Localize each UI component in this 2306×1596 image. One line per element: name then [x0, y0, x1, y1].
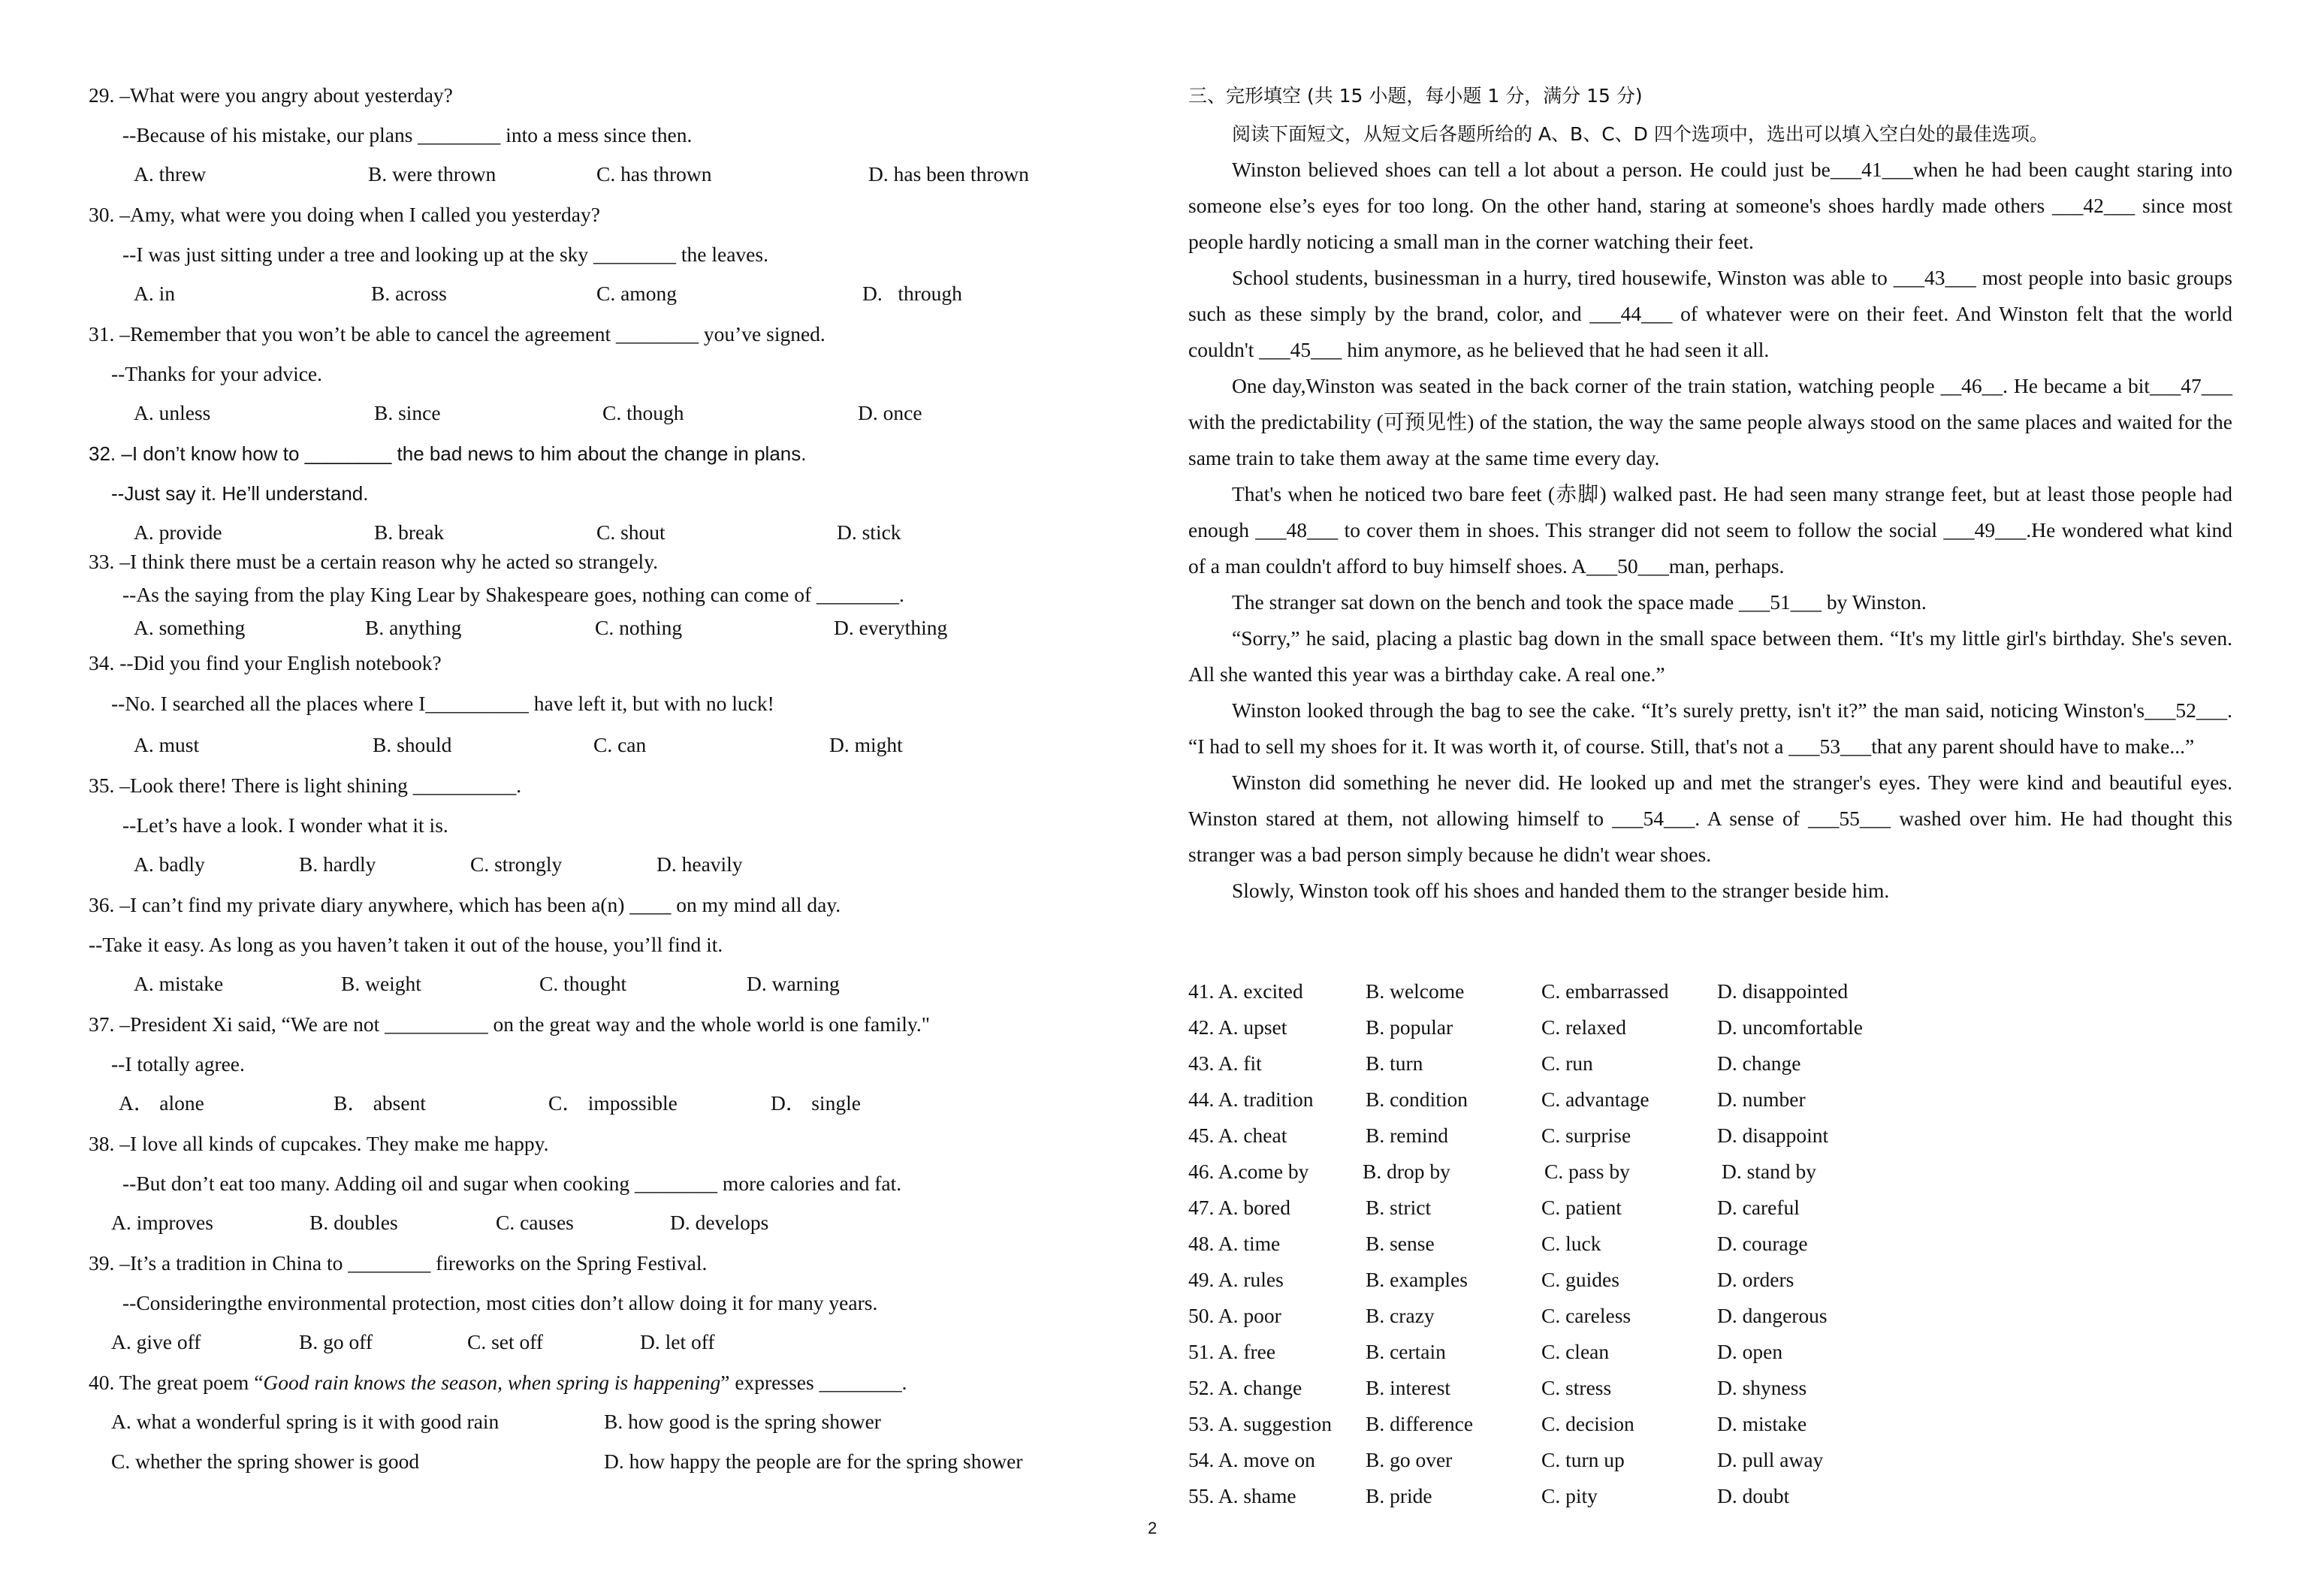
- options-row-1: [89, 1402, 1065, 1442]
- choice-d: D. disappointed: [1717, 979, 1849, 1003]
- option-b: B． absent: [334, 1091, 426, 1115]
- option-a: A. provide: [134, 520, 222, 544]
- choice-d: D. careful: [1717, 1196, 1800, 1219]
- option-c: C. can: [593, 733, 647, 756]
- option-b: B. go off: [299, 1330, 373, 1353]
- cloze-passage: [1188, 152, 2232, 909]
- choice-row: [1188, 1409, 1939, 1445]
- choice-row: [1188, 976, 1939, 1012]
- choice-c: C. pity: [1541, 1484, 1598, 1507]
- options: [89, 964, 1065, 1004]
- choice-c: C. relaxed: [1541, 1015, 1627, 1039]
- option-c: C. whether the spring shower is good: [111, 1450, 420, 1473]
- choice-a: 43. A. fit: [1188, 1051, 1262, 1075]
- choice-c: C. careless: [1541, 1304, 1631, 1327]
- question-40: [89, 1362, 1065, 1482]
- choice-c: C. guides: [1541, 1268, 1619, 1291]
- section-instruction: 阅读下面短文，从短文后各题所给的 A、B、C、D 四个选项中，选出可以填入空白处的最佳选项。: [1232, 123, 2048, 145]
- question-reply: --No. I searched all the places where I__________ have left it, but with no luck!: [111, 692, 774, 715]
- option-a: A. mistake: [134, 972, 224, 995]
- choice-d: D. stand by: [1722, 1160, 1817, 1183]
- choice-d: D. disappoint: [1717, 1124, 1829, 1147]
- choice-d: D. mistake: [1717, 1412, 1807, 1435]
- option-c: C. strongly: [470, 852, 563, 876]
- question-stem: 35. –Look there! There is light shining __________.: [89, 773, 522, 797]
- option-b: B. break: [374, 520, 445, 544]
- question-stem: 38. –I love all kinds of cupcakes. They make me happy.: [89, 1131, 549, 1155]
- option-c: C. though: [602, 401, 684, 424]
- choice-b: B. certain: [1366, 1340, 1446, 1363]
- choice-a: 47. A. bored: [1188, 1196, 1290, 1219]
- question-reply: --As the saying from the play King Lear by Shakespeare goes, nothing can come of ________.: [122, 583, 904, 606]
- options: [89, 274, 1065, 314]
- options: [89, 1084, 1065, 1124]
- choice-c: C. turn up: [1541, 1448, 1625, 1471]
- option-d: D． single: [771, 1091, 861, 1115]
- choice-c: C. surprise: [1541, 1124, 1631, 1147]
- question-39: [89, 1243, 1065, 1362]
- options: [89, 513, 1065, 553]
- choice-b: B. go over: [1366, 1448, 1453, 1471]
- option-d: D. everything: [834, 616, 948, 639]
- choice-a: 41. A. excited: [1188, 979, 1303, 1003]
- question-stem: 29. –What were you angry about yesterday?: [89, 83, 453, 107]
- passage-paragraph: That's when he noticed two bare feet (赤脚) walked past. He had seen many strange feet, but at least those people had enough ___48___ to cover them in shoes. This stranger did not seem to follow the social ___49___.He wondered what kind of a man couldn't afford to buy himself shoes. A___50___man, perhaps.: [1188, 482, 2232, 578]
- choice-d: D. pull away: [1717, 1448, 1824, 1471]
- question-stem: 39. –It’s a tradition in China to ________ fireworks on the Spring Festival.: [89, 1251, 708, 1275]
- choice-row: [1188, 1193, 1939, 1229]
- choice-row: [1188, 1265, 1939, 1301]
- question-35: [89, 765, 1065, 885]
- question-reply: --Let’s have a look. I wonder what it is.: [122, 813, 448, 837]
- choice-b: B. difference: [1366, 1412, 1474, 1435]
- choice-d: D. uncomfortable: [1717, 1015, 1863, 1039]
- stem-part-1: 40. The great poem “: [89, 1370, 264, 1394]
- option-a: A. what a wonderful spring is it with good rain: [111, 1410, 500, 1433]
- choice-row: [1188, 1085, 1939, 1121]
- option-a: A. in: [134, 282, 175, 305]
- choice-a: 48. A. time: [1188, 1232, 1281, 1255]
- passage-paragraph: “Sorry,” he said, placing a plastic bag down in the small space between them. “It's my little girl's birthday. She's seven. All she wanted this year was a birthday cake. A real one.”: [1188, 626, 2232, 686]
- options: [89, 611, 1065, 644]
- option-c: C. has thrown: [596, 162, 712, 186]
- option-a: A. something: [134, 616, 246, 639]
- choice-d: D. orders: [1717, 1268, 1794, 1291]
- passage-paragraph: Winston looked through the bag to see the cake. “It’s surely pretty, isn't it?” the man said, noticing Winston's___52___. “I had to sell my shoes for it. It was worth it, of course. Still, that's not a ___53___that any parent should have to make...”: [1188, 698, 2232, 758]
- choice-a: 46. A.come by: [1188, 1160, 1309, 1183]
- cloze-choices: [1188, 976, 1939, 1517]
- choice-d: D. shyness: [1717, 1376, 1807, 1399]
- choice-c: C. embarrassed: [1541, 979, 1669, 1003]
- question-34: [89, 644, 1065, 765]
- choice-c: C. pass by: [1544, 1160, 1630, 1183]
- option-b: B. anything: [365, 616, 462, 639]
- passage-paragraph: Winston did something he never did. He looked up and met the stranger's eyes. They were kind and beautiful eyes. Winston stared at them, not allowing himself to ___54___. A sense of ___55___ washed over him. He had thought this stranger was a bad person simply because he didn't wear shoes.: [1188, 771, 2232, 866]
- question-stem: 31. –Remember that you won’t be able to cancel the agreement ________ you’ve signed.: [89, 321, 826, 345]
- question-stem: 30. –Amy, what were you doing when I called you yesterday?: [89, 202, 600, 226]
- choice-row: [1188, 1373, 1939, 1409]
- choice-a: 52. A. change: [1188, 1376, 1302, 1399]
- choice-row: [1188, 1301, 1939, 1337]
- choice-d: D. change: [1717, 1051, 1801, 1075]
- choice-a: 53. A. suggestion: [1188, 1412, 1332, 1435]
- choice-a: 44. A. tradition: [1188, 1088, 1314, 1111]
- question-36: [89, 885, 1065, 1004]
- passage-paragraph: School students, businessman in a hurry, tired housewife, Winston was able to ___43___ most people into basic groups such as these simply by the brand, color, and ___44___ of whatever were on their feet. And Winston felt that the world couldn't ___45___ him anymore, as he believed that he had seen it all.: [1188, 266, 2232, 361]
- options: [89, 726, 1065, 765]
- choice-d: D. courage: [1717, 1232, 1808, 1255]
- choice-d: D. doubt: [1717, 1484, 1790, 1507]
- stem-part-2: ” expresses ________.: [720, 1370, 907, 1394]
- choice-row: [1188, 1012, 1939, 1048]
- question-33: [89, 545, 1065, 644]
- option-c: C. among: [596, 282, 677, 305]
- choice-row: [1188, 1121, 1939, 1157]
- option-d: D. stick: [837, 520, 901, 544]
- choice-row: [1188, 1481, 1939, 1517]
- choice-b: B. pride: [1366, 1484, 1432, 1507]
- option-a: A. give off: [111, 1330, 201, 1353]
- section-title: 三、完形填空 (共 15 小题，每小题 1 分，满分 15 分): [1188, 85, 1643, 107]
- option-c: C. nothing: [595, 616, 683, 639]
- choice-a: 54. A. move on: [1188, 1448, 1315, 1471]
- choice-d: D. dangerous: [1717, 1304, 1828, 1327]
- option-b: B. across: [371, 282, 447, 305]
- choice-a: 49. A. rules: [1188, 1268, 1284, 1291]
- option-c: C. set off: [467, 1330, 544, 1353]
- choice-b: B. crazy: [1366, 1304, 1435, 1327]
- choice-a: 50. A. poor: [1188, 1304, 1281, 1327]
- question-stem: 37. –President Xi said, “We are not __________ on the great way and the whole world is one family.": [89, 1012, 930, 1036]
- option-b: B. how good is the spring shower: [604, 1410, 881, 1433]
- choice-d: D. number: [1717, 1088, 1806, 1111]
- question-29: [89, 75, 1065, 195]
- question-reply: --Just say it. He’ll understand.: [111, 481, 369, 505]
- question-32: [89, 433, 1065, 553]
- choice-b: B. interest: [1366, 1376, 1451, 1399]
- choice-a: 42. A. upset: [1188, 1015, 1287, 1039]
- question-reply: --Take it easy. As long as you haven’t taken it out of the house, you’ll find it.: [89, 932, 723, 956]
- option-d: D. warning: [747, 972, 840, 995]
- question-stem: 32. –I don’t know how to ________ the bad news to him about the change in plans.: [89, 442, 807, 465]
- option-c: C. shout: [596, 520, 666, 544]
- option-d: D. through: [862, 282, 962, 305]
- question-stem: 33. –I think there must be a certain reason why he acted so strangely.: [89, 550, 659, 573]
- choice-c: C. stress: [1541, 1376, 1612, 1399]
- question-reply: --I was just sitting under a tree and looking up at the sky ________ the leaves.: [122, 242, 768, 266]
- options: [89, 394, 1065, 433]
- choice-c: C. decision: [1541, 1412, 1634, 1435]
- question-30: [89, 195, 1065, 314]
- choice-d: D. open: [1717, 1340, 1783, 1363]
- choice-b: B. drop by: [1363, 1160, 1450, 1183]
- choice-b: B. remind: [1366, 1124, 1448, 1147]
- option-d: D. how happy the people are for the spring shower: [604, 1450, 1023, 1473]
- question-31: [89, 314, 1065, 433]
- option-a: A. must: [134, 733, 200, 756]
- option-d: D. might: [829, 733, 903, 756]
- option-b: B. were thrown: [368, 162, 497, 186]
- choice-row: [1188, 1445, 1939, 1481]
- choice-b: B. strict: [1366, 1196, 1432, 1219]
- choice-c: C. run: [1541, 1051, 1593, 1075]
- choice-c: C. luck: [1541, 1232, 1601, 1255]
- option-b: B. doubles: [309, 1211, 398, 1234]
- choice-c: C. patient: [1541, 1196, 1622, 1219]
- choice-b: B. welcome: [1366, 979, 1465, 1003]
- option-d: D. let off: [640, 1330, 715, 1353]
- question-reply: --Thanks for your advice.: [111, 361, 323, 385]
- option-b: B. hardly: [299, 852, 376, 876]
- choice-c: C. advantage: [1541, 1088, 1650, 1111]
- right-column: [1188, 75, 2232, 1507]
- option-d: D. has been thrown: [868, 162, 1029, 186]
- question-stem: 36. –I can’t find my private diary anywhere, which has been a(n) ____ on my mind all day.: [89, 892, 841, 916]
- question-reply: --I totally agree.: [111, 1051, 245, 1076]
- option-a: A. badly: [134, 852, 205, 876]
- choice-row: [1188, 1337, 1939, 1373]
- option-b: B. should: [373, 733, 452, 756]
- option-d: D. develops: [670, 1211, 769, 1234]
- passage-paragraph: The stranger sat down on the bench and took the space made ___51___ by Winston.: [1232, 590, 1927, 614]
- page-number: 2: [1148, 1519, 1158, 1537]
- option-a: A. improves: [111, 1211, 213, 1234]
- choice-row: [1188, 1157, 1939, 1193]
- choice-b: B. examples: [1366, 1268, 1468, 1291]
- choice-a: 45. A. cheat: [1188, 1124, 1287, 1147]
- passage-paragraph: One day,Winston was seated in the back corner of the train station, watching people __46__. He became a bit___47___ with the predictability (可预见性) of the station, the way the same people always stood on the same places and waited for the same train to take them away at the same time every day.: [1188, 374, 2232, 469]
- options: [89, 845, 1065, 885]
- choice-row: [1188, 1229, 1939, 1265]
- options: [89, 1203, 1065, 1243]
- option-c: C. causes: [496, 1211, 574, 1234]
- passage-paragraph: Winston believed shoes can tell a lot about a person. He could just be___41___when he had been caught staring into someone else’s eyes for too long. On the other hand, staring at someone's shoes hardly made others ___42___ since most people hardly noticing a small man in the corner watching their feet.: [1188, 158, 2232, 253]
- choice-a: 51. A. free: [1188, 1340, 1276, 1363]
- question-stem: [89, 1362, 1065, 1402]
- choice-c: C. clean: [1541, 1340, 1610, 1363]
- choice-a: 55. A. shame: [1188, 1484, 1296, 1507]
- choice-b: B. turn: [1366, 1051, 1423, 1075]
- question-37: [89, 1004, 1065, 1124]
- question-stem: 34. --Did you find your English notebook?: [89, 651, 442, 674]
- option-a: A. threw: [134, 162, 207, 186]
- question-reply: --Consideringthe environmental protection, most cities don’t allow doing it for many years.: [122, 1290, 878, 1314]
- poem-line: Good rain knows the season, when spring is happening: [263, 1370, 721, 1394]
- option-d: D. heavily: [656, 852, 743, 876]
- option-b: B. since: [374, 401, 441, 424]
- question-38: [89, 1124, 1065, 1243]
- option-c: C． impossible: [548, 1091, 678, 1115]
- choice-b: B. condition: [1366, 1088, 1468, 1111]
- left-column: [89, 75, 1065, 1482]
- choice-b: B. popular: [1366, 1015, 1453, 1039]
- option-b: B. weight: [341, 972, 421, 995]
- options: [89, 155, 1065, 195]
- option-a: A． alone: [119, 1091, 204, 1115]
- option-a: A. unless: [134, 401, 211, 424]
- choice-row: [1188, 1048, 1939, 1085]
- question-reply: --Because of his mistake, our plans ________ into a mess since then.: [122, 122, 693, 146]
- options-row-2: [89, 1442, 1065, 1482]
- option-c: C. thought: [539, 972, 627, 995]
- option-d: D. once: [858, 401, 922, 424]
- options: [89, 1323, 1065, 1362]
- question-reply: --But don’t eat too many. Adding oil and sugar when cooking ________ more calories and fat.: [122, 1171, 902, 1195]
- choice-b: B. sense: [1366, 1232, 1435, 1255]
- passage-paragraph: Slowly, Winston took off his shoes and handed them to the stranger beside him.: [1232, 879, 1890, 902]
